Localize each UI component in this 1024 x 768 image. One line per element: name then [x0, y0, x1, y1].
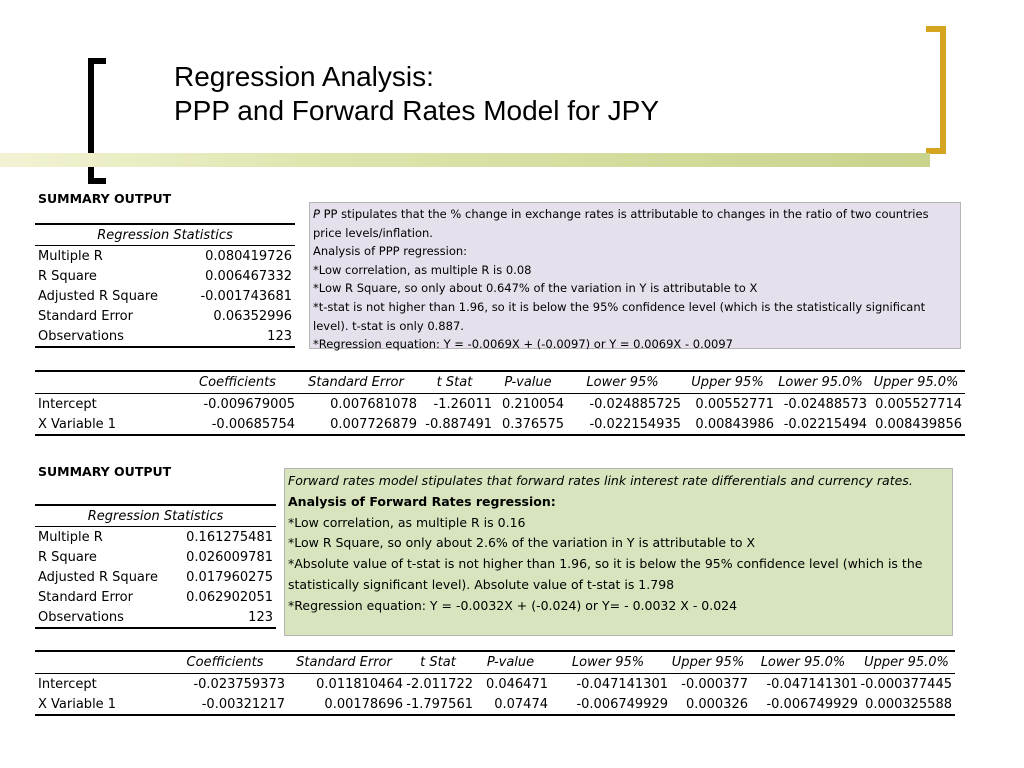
- table-cell: 0.007681078: [330, 396, 417, 412]
- table-cell: -0.02488573: [783, 396, 867, 412]
- table-cell: 0.046471: [485, 676, 548, 692]
- ppp-summary-title: SUMMARY OUTPUT: [38, 191, 172, 206]
- table-cell: -2.011722: [406, 676, 473, 692]
- forward-note-line-5: *Absolute value of t-stat is not higher than 1.96, so it is below the 95% confidence level (which is the statistically significant level). Absolute value of t-stat is 1.798: [288, 556, 923, 592]
- stat-value: -0.001743681: [200, 288, 292, 304]
- coef-header: t Stat: [403, 651, 473, 674]
- coef-header: Standard Error: [295, 371, 417, 394]
- forward-summary-title: SUMMARY OUTPUT: [38, 464, 172, 479]
- ppp-note-prefix: P: [313, 207, 320, 221]
- stat-label: R Square: [38, 549, 97, 565]
- stats-row: [35, 567, 276, 587]
- ppp-note-line-4: *Low R Square, so only about 0.647% of the variation in Y is attributable to X: [313, 281, 758, 296]
- ppp-coefficients-table: [35, 370, 965, 436]
- title-line-1: Regression Analysis:: [174, 61, 434, 92]
- table-cell: 0.07474: [473, 694, 548, 715]
- table-row: [35, 694, 955, 715]
- coef-header: Upper 95%: [681, 371, 774, 394]
- ppp-note-line-6: *Regression equation: Y = -0.0069X + (-0.0097) or Y = 0.0069X - 0.0097: [313, 337, 733, 352]
- stats-row: [35, 527, 276, 548]
- forward-coefficients-table: [35, 650, 955, 716]
- stat-value: 0.006467332: [205, 268, 292, 284]
- coef-header: Upper 95%: [668, 651, 748, 674]
- row-label: Intercept: [38, 396, 97, 412]
- stats-row: [35, 607, 276, 628]
- table-cell: 0.000326: [668, 694, 748, 715]
- table-cell: 0.210054: [501, 396, 564, 412]
- stat-value: 0.080419726: [205, 248, 292, 264]
- forward-note-line-4: *Low R Square, so only about 2.6% of the variation in Y is attributable to X: [288, 535, 756, 551]
- forward-regression-statistics-table: [35, 504, 276, 629]
- coef-header: Lower 95%: [548, 651, 668, 674]
- coef-header: [35, 371, 180, 394]
- table-cell: -0.00321217: [165, 694, 285, 715]
- stats-row: [35, 326, 295, 347]
- coef-header: Lower 95.0%: [774, 371, 867, 394]
- coef-header-row: [35, 371, 965, 394]
- forward-note-line-3: *Low correlation, as multiple R is 0.16: [288, 514, 526, 530]
- stat-label: Observations: [35, 607, 174, 628]
- table-cell: -0.006749929: [548, 694, 668, 715]
- stat-label: Multiple R: [38, 529, 103, 545]
- ppp-note-text: PP stipulates that the % change in exchange rates is attributable to changes in the ratio of two countries price levels/inflation.: [313, 207, 929, 240]
- table-cell: -0.006749929: [748, 694, 858, 715]
- coef-header: P-value: [492, 371, 564, 394]
- table-cell: -0.047141301: [576, 676, 668, 692]
- row-label: X Variable 1: [35, 414, 180, 435]
- stats-row: [35, 306, 295, 326]
- stat-label: Standard Error: [38, 308, 133, 324]
- table-cell: -0.00685754: [180, 414, 295, 435]
- coef-header: Standard Error: [285, 651, 403, 674]
- ppp-regression-statistics-table: [35, 223, 295, 348]
- stat-value: 0.161275481: [186, 529, 273, 545]
- stat-value: 0.017960275: [186, 569, 273, 585]
- slide-title: [174, 60, 659, 128]
- forward-note-box: [284, 468, 953, 636]
- header-band: [0, 153, 930, 167]
- stats-row: [35, 587, 276, 607]
- table-cell: -0.022154935: [564, 414, 681, 435]
- table-cell: 0.376575: [492, 414, 564, 435]
- ppp-stats-header: Regression Statistics: [35, 224, 295, 246]
- stat-label: Observations: [35, 326, 182, 347]
- stat-label: Multiple R: [38, 248, 103, 264]
- table-row: [35, 394, 965, 415]
- coef-header-row: [35, 651, 955, 674]
- coef-header: P-value: [473, 651, 548, 674]
- stat-value: 0.026009781: [186, 549, 273, 565]
- ppp-note-line-2: Analysis of PPP regression:: [313, 244, 468, 259]
- table-cell: -0.02215494: [774, 414, 867, 435]
- coef-header: Lower 95.0%: [748, 651, 858, 674]
- stat-label: Adjusted R Square: [38, 569, 158, 585]
- stats-row: [35, 286, 295, 306]
- table-cell: 0.011810464: [316, 676, 403, 692]
- stat-value: 123: [174, 607, 276, 628]
- forward-note-line-6: *Regression equation: Y = -0.0032X + (-0.024) or Y= - 0.0032 X - 0.024: [288, 597, 738, 613]
- stat-value: 0.062902051: [186, 589, 273, 605]
- ppp-note-line-5: *t-stat is not higher than 1.96, so it is below the 95% confidence level (which is the statistically significant level). t-stat is only 0.887.: [313, 299, 926, 333]
- table-cell: -1.26011: [433, 396, 492, 412]
- table-cell: -0.887491: [417, 414, 492, 435]
- stats-row: [35, 547, 276, 567]
- row-label: Intercept: [38, 676, 97, 692]
- forward-note-line-2: Analysis of Forward Rates regression:: [288, 493, 556, 509]
- stat-value: 0.06352996: [213, 308, 292, 324]
- coef-header: Upper 95.0%: [858, 651, 955, 674]
- table-cell: 0.005527714: [875, 396, 962, 412]
- table-cell: 0.008439856: [867, 414, 965, 435]
- forward-note-line-1: Forward rates model stipulates that forward rates link interest rate differentials and currency rates.: [288, 473, 913, 488]
- stats-row: [35, 246, 295, 267]
- table-row: [35, 674, 955, 695]
- title-line-2: PPP and Forward Rates Model for JPY: [174, 95, 660, 126]
- stat-label: Adjusted R Square: [38, 288, 158, 304]
- coef-header: Coefficients: [165, 651, 285, 674]
- table-cell: -0.047141301: [766, 676, 858, 692]
- stat-value: 123: [182, 326, 295, 347]
- coef-header: t Stat: [417, 371, 492, 394]
- coef-header: Lower 95%: [564, 371, 681, 394]
- stat-label: Standard Error: [38, 589, 133, 605]
- coef-header: Coefficients: [180, 371, 295, 394]
- table-cell: 0.000325588: [858, 694, 955, 715]
- table-cell: 0.00178696: [285, 694, 403, 715]
- table-cell: 0.00552771: [695, 396, 774, 412]
- coef-header: [35, 651, 165, 674]
- row-label: X Variable 1: [35, 694, 165, 715]
- table-cell: -0.000377: [681, 676, 748, 692]
- table-cell: -0.023759373: [193, 676, 285, 692]
- stat-label: R Square: [38, 268, 97, 284]
- table-cell: 0.007726879: [295, 414, 417, 435]
- forward-stats-header: Regression Statistics: [35, 505, 276, 527]
- table-cell: -0.009679005: [203, 396, 295, 412]
- right-bracket-decoration: [926, 26, 946, 154]
- stats-row: [35, 266, 295, 286]
- coef-header: Upper 95.0%: [867, 371, 965, 394]
- table-cell: -1.797561: [403, 694, 473, 715]
- table-row: [35, 414, 965, 435]
- ppp-note-line-3: *Low correlation, as multiple R is 0.08: [313, 262, 532, 277]
- table-cell: -0.024885725: [589, 396, 681, 412]
- table-cell: -0.000377445: [860, 676, 952, 692]
- ppp-note-line-1: [313, 205, 957, 242]
- ppp-note-box: [309, 202, 961, 352]
- table-cell: 0.00843986: [681, 414, 774, 435]
